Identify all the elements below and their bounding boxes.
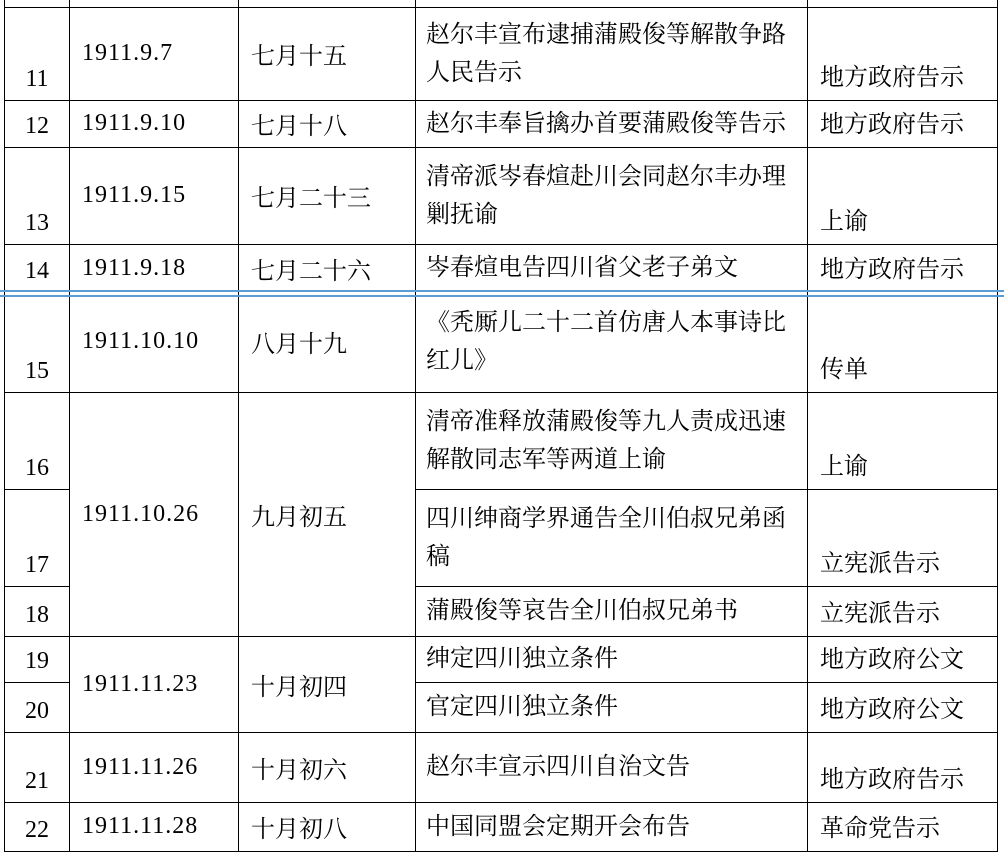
cell-document-type: 地方政府告示 [808, 244, 998, 292]
cell-document-type: 地方政府公文 [808, 682, 998, 732]
cell-document-title: 岑春煊电告四川省父老子弟文 [416, 244, 808, 292]
cell-date-merged: 1911.10.26 [70, 392, 239, 636]
cell-row-number: 15 [5, 292, 70, 392]
cell-row-number: 14 [5, 244, 70, 292]
cell-document-type: 地方政府告示 [808, 100, 998, 147]
cell-document-type: 上谕 [808, 147, 998, 244]
cell-row-number: 17 [5, 489, 70, 586]
cell-document-title: 官定四川独立条件 [416, 682, 808, 732]
cell-lunar-date: 七月二十三 [239, 147, 416, 244]
cell-document-title: 绅定四川独立条件 [416, 636, 808, 682]
cell-date: 1911.10.10 [70, 292, 239, 392]
cell-date: 1911.11.28 [70, 802, 239, 851]
cell-date-merged: 1911.11.23 [70, 636, 239, 732]
cell-date: 1911.9.10 [70, 100, 239, 147]
cell-document-type: 地方政府公文 [808, 636, 998, 682]
table-row [5, 147, 998, 244]
cell-row-number: 12 [5, 100, 70, 147]
cell-row-number: 19 [5, 636, 70, 682]
table-row [5, 7, 998, 100]
cell-document-title: 《秃厮儿二十二首仿唐人本事诗比红儿》 [416, 292, 808, 392]
cell-lunar-date: 七月十五 [239, 7, 416, 100]
table-row [5, 636, 998, 682]
cell-lunar-date: 十月初六 [239, 732, 416, 802]
cell-row-number: 18 [5, 586, 70, 636]
cell-document-title: 赵尔丰奉旨擒办首要蒲殿俊等告示 [416, 100, 808, 147]
cell-document-title: 四川绅商学界通告全川伯叔兄弟函稿 [416, 489, 808, 586]
cell-document-title: 蒲殿俊等哀告全川伯叔兄弟书 [416, 586, 808, 636]
table-row [5, 292, 998, 392]
cell-empty [239, 0, 416, 7]
cell-row-number: 21 [5, 732, 70, 802]
table-row [5, 802, 998, 851]
table-row [5, 392, 998, 489]
cell-document-type: 地方政府告示 [808, 7, 998, 100]
cell-document-type: 革命党告示 [808, 802, 998, 851]
cell-lunar-date: 七月二十六 [239, 244, 416, 292]
cell-row-number: 16 [5, 392, 70, 489]
cell-document-type: 传单 [808, 292, 998, 392]
cell-lunar-date: 十月初八 [239, 802, 416, 851]
cell-document-title: 中国同盟会定期开会布告 [416, 802, 808, 851]
cell-empty [70, 0, 239, 7]
cell-document-type: 立宪派告示 [808, 489, 998, 586]
cell-row-number: 11 [5, 7, 70, 100]
cell-empty [808, 0, 998, 7]
cell-empty [416, 0, 808, 7]
cell-document-type: 地方政府告示 [808, 732, 998, 802]
cell-document-type: 上谕 [808, 392, 998, 489]
cell-lunar-date: 七月十八 [239, 100, 416, 147]
table-row [5, 100, 998, 147]
cell-date: 1911.9.7 [70, 7, 239, 100]
cell-document-title: 赵尔丰宣布逮捕蒲殿俊等解散争路人民告示 [416, 7, 808, 100]
table-row-cropped [5, 0, 998, 7]
table-row [5, 732, 998, 802]
events-table [4, 0, 998, 852]
cell-document-title: 清帝准释放蒲殿俊等九人责成迅速解散同志军等两道上谕 [416, 392, 808, 489]
cell-empty [5, 0, 70, 7]
cell-lunar-date: 八月十九 [239, 292, 416, 392]
cell-row-number: 22 [5, 802, 70, 851]
cell-document-type: 立宪派告示 [808, 586, 998, 636]
cell-lunar-date-merged: 九月初五 [239, 392, 416, 636]
cell-row-number: 13 [5, 147, 70, 244]
cell-date: 1911.9.15 [70, 147, 239, 244]
cell-date: 1911.9.18 [70, 244, 239, 292]
cell-document-title: 清帝派岑春煊赴川会同赵尔丰办理剿抚谕 [416, 147, 808, 244]
cell-row-number: 20 [5, 682, 70, 732]
cell-lunar-date-merged: 十月初四 [239, 636, 416, 732]
cell-document-title: 赵尔丰宣示四川自治文告 [416, 732, 808, 802]
table-row [5, 244, 998, 292]
cell-date: 1911.11.26 [70, 732, 239, 802]
